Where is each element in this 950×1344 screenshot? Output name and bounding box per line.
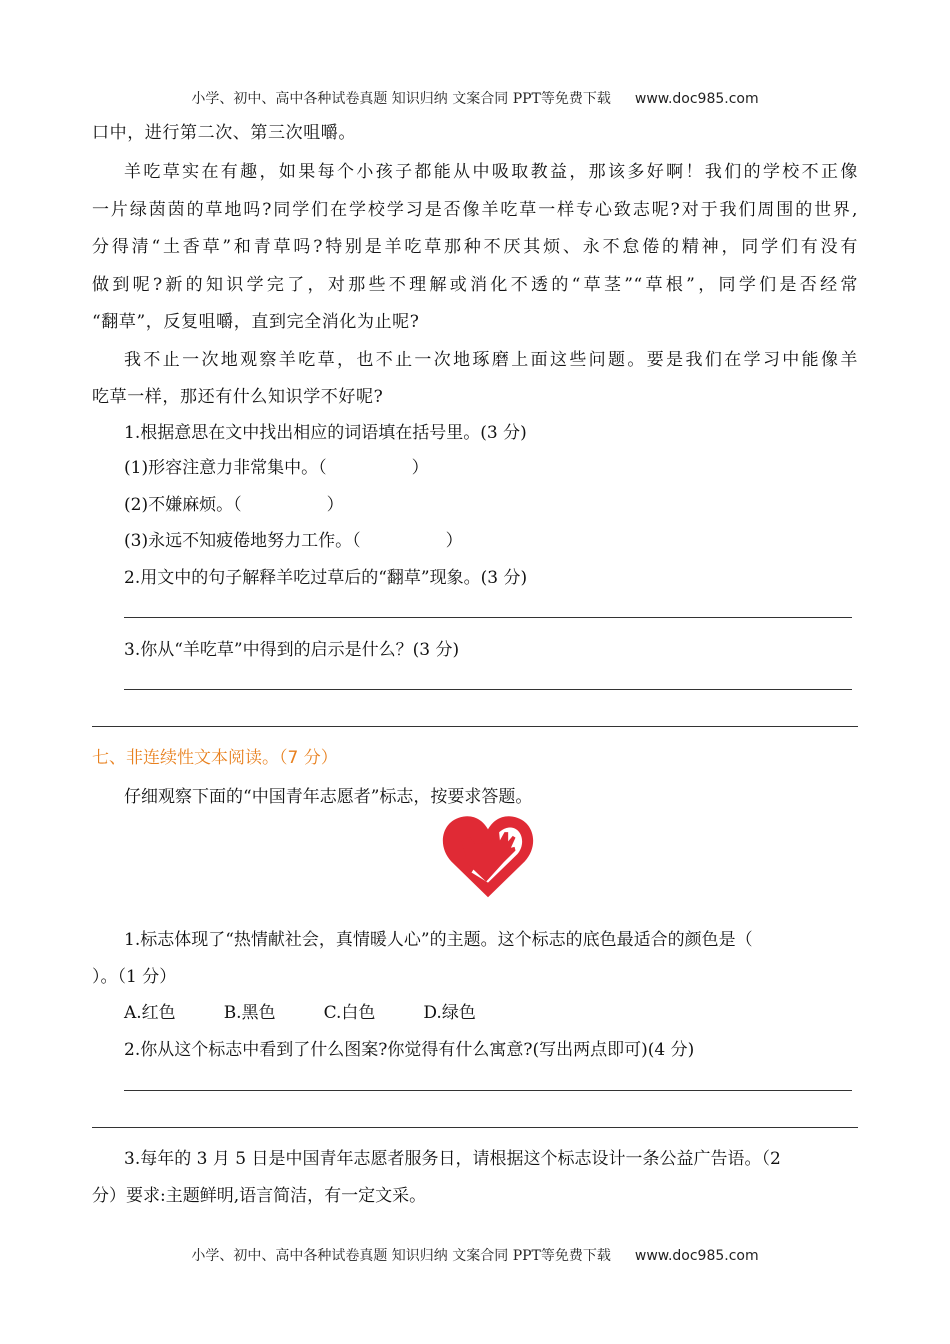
section7-question-1: 1.标志体现了“热情献社会，真情暖人心”的主题。这个标志的底色最适合的颜色是（ (124, 930, 753, 950)
footer-site-link[interactable]: www.doc985.com (634, 1248, 759, 1264)
answer-line[interactable] (124, 689, 852, 690)
section-intro: 仔细观察下面的“中国青年志愿者”标志，按要求答题。 (124, 787, 533, 807)
volunteer-logo (442, 812, 534, 900)
section7-question-3: 3.每年的 3 月 5 日是中国青年志愿者服务日，请根据这个标志设计一条公益广告语。（2 (124, 1149, 781, 1169)
passage-line: 我不止一次地观察羊吃草，也不止一次地琢磨上面这些问题。要是我们在学习中能像羊 (124, 350, 858, 370)
passage-line: 分得清“土香草”和青草吗?特别是羊吃草那种不厌其烦、永不怠倦的精神，同学们有没有 (92, 237, 858, 257)
section7-question-3-cont: 分）要求:主题鲜明,语言简洁，有一定文采。 (92, 1186, 427, 1206)
footer-text: 小学、初中、高中各种试卷真题 知识归纳 文案合同 PPT等免费下载 (191, 1248, 611, 1264)
passage-line: 做到呢?新的知识学完了，对那些不理解或消化不透的“草茎”“草根”，同学们是否经常 (92, 275, 858, 295)
option-c[interactable]: C.白色 (323, 1003, 376, 1023)
passage-line: 羊吃草实在有趣，如果每个小孩子都能从中吸取教益，那该多好啊！我们的学校不正像 (124, 162, 858, 182)
question-1: 1.根据意思在文中找出相应的词语填在括号里。(3 分) (124, 423, 527, 443)
section7-question-1-cont: ）。（1 分） (92, 967, 177, 987)
answer-line[interactable] (124, 617, 852, 618)
answer-line[interactable] (92, 726, 858, 727)
answer-line[interactable] (92, 1127, 858, 1128)
passage-line: 吃草一样，那还有什么知识学不好呢? (92, 387, 384, 407)
question-1-item-3: (3)永远不知疲倦地努力工作。（ ） (124, 531, 463, 551)
passage-line: 口中，进行第二次、第三次咀嚼。 (92, 123, 356, 143)
header-site-link[interactable]: www.doc985.com (634, 91, 759, 107)
answer-options (124, 998, 524, 1023)
page-header (0, 88, 950, 108)
question-3: 3.你从“羊吃草”中得到的启示是什么？(3 分) (124, 640, 460, 660)
section-title: 七、非连续性文本阅读。（7 分） (92, 748, 338, 768)
section7-question-2: 2.你从这个标志中看到了什么图案?你觉得有什么寓意?(写出两点即可)(4 分) (124, 1040, 695, 1060)
answer-line[interactable] (124, 1090, 852, 1091)
question-2: 2.用文中的句子解释羊吃过草后的“翻草”现象。(3 分) (124, 568, 528, 588)
option-d[interactable]: D.绿色 (423, 1003, 476, 1023)
question-1-item-1: (1)形容注意力非常集中。（ ） (124, 458, 429, 478)
question-1-item-2: (2)不嫌麻烦。（ ） (124, 495, 344, 515)
option-a[interactable]: A.红色 (124, 1003, 176, 1023)
page-footer (0, 1245, 950, 1265)
header-text: 小学、初中、高中各种试卷真题 知识归纳 文案合同 PPT等免费下载 (191, 91, 611, 107)
passage-line: 一片绿茵茵的草地吗?同学们在学校学习是否像羊吃草一样专心致志呢?对于我们周围的世界, (92, 200, 858, 220)
passage-line: “翻草”，反复咀嚼，直到完全消化为止呢? (92, 312, 420, 332)
option-b[interactable]: B.黑色 (223, 1003, 276, 1023)
